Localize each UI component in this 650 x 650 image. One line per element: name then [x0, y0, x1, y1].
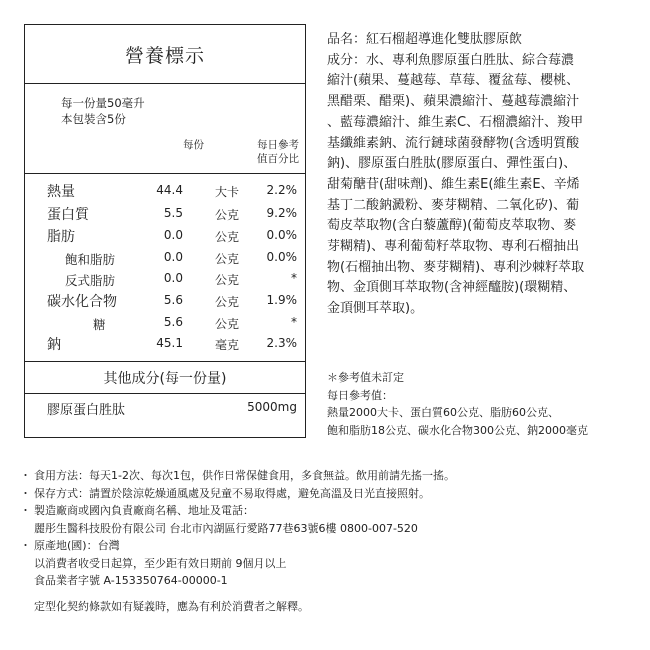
storage-text: 保存方式：請置於陰涼乾燥通風處及兒童不易取得處，避免高溫及日光直接照射。 — [34, 486, 430, 500]
divider — [25, 173, 305, 174]
origin-note — [20, 537, 635, 555]
ingredients-line: 縮汁(蘋果、蔓越莓、草莓、覆盆莓、櫻桃、 — [327, 73, 580, 89]
nutrient-row — [25, 315, 305, 335]
nutrient-unit: 毫克 — [215, 338, 240, 352]
nutrient-row — [25, 250, 305, 270]
nutrition-facts-panel — [24, 24, 306, 438]
col-per-serving: 每份 — [183, 139, 204, 151]
origin-text: 原產地(國)：台灣 — [34, 539, 120, 552]
nutrient-pct: 1.9% — [266, 293, 297, 307]
nutrient-label: 飽和脂肪 — [65, 252, 116, 267]
bullet: ・ — [20, 539, 31, 552]
nutrient-unit: 公克 — [215, 252, 240, 266]
serving-size: 每一份量50毫升 — [61, 96, 145, 110]
col-dv-line2: 值百分比 — [257, 153, 299, 165]
reference-label: 每日參考值： — [327, 388, 393, 402]
usage-text: 食用方法：每天1-2次、每次1包，供作日常保健食用，多食無益。飲用前請先搖一搖。 — [34, 469, 455, 482]
bullet: ・ — [20, 486, 31, 500]
storage-note — [20, 485, 635, 503]
serving-info — [61, 95, 145, 127]
col-daily-value — [257, 138, 299, 166]
nutrient-amount: 0.0 — [163, 228, 183, 242]
ingredients-line: 物(石榴抽出物、麥芽糊精)、專利沙棘籽萃取 — [327, 259, 585, 275]
nutrient-amount: 5.5 — [163, 206, 183, 220]
bullet: ・ — [20, 469, 31, 482]
nutrient-pct: 9.2% — [266, 206, 297, 220]
ingredients-line: 基纖維素鈉、流行鏈球菌發酵物(含透明質酸 — [327, 135, 580, 151]
ingredients-line: 甜菊醣苷(甜味劑)、維生素E(維生素E、辛烯 — [327, 176, 580, 192]
nutrient-unit: 公克 — [215, 273, 240, 287]
usage-note — [20, 467, 635, 485]
maker-label: 製造廠商或國內負責廠商名稱、地址及電話： — [34, 504, 254, 517]
nutrient-label: 碳水化合物 — [47, 294, 117, 310]
nutrient-unit: 公克 — [215, 230, 240, 244]
reference-line: 熱量2000大卡、蛋白質60公克、脂肪60公克、 — [327, 406, 559, 419]
product-name: 品名：紅石榴超導進化雙肽膠原飲 — [327, 32, 523, 47]
nutrient-amount: 0.0 — [163, 250, 183, 264]
contract-note: 定型化契約條款如有疑義時，應為有利於消費者之解釋。 — [34, 599, 309, 613]
nutrient-amount: 44.4 — [156, 183, 183, 197]
reference-line: 飽和脂肪18公克、碳水化合物300公克、鈉2000毫克 — [327, 423, 588, 437]
product-notes — [20, 467, 635, 615]
other-ingredient-value: 5000mg — [247, 400, 297, 414]
nutrient-row — [25, 206, 305, 226]
ingredients-line: 成分：水、專利魚膠原蛋白胜肽、綜合莓濃 — [327, 52, 575, 68]
nutrient-row — [25, 293, 305, 313]
nutrient-unit: 公克 — [215, 295, 240, 309]
divider — [25, 361, 305, 362]
nutrient-label: 蛋白質 — [47, 207, 89, 223]
nutrient-label: 糖 — [93, 317, 106, 332]
maker-note — [20, 502, 635, 520]
license-note: 食品業者字號 A-153350764-00000-1 — [34, 574, 228, 587]
nutrient-amount: 0.0 — [163, 271, 183, 285]
nutrient-unit: 公克 — [215, 317, 240, 331]
other-ingredient-row — [47, 399, 297, 421]
ingredients-line: 金頂側耳萃取)。 — [327, 301, 424, 317]
divider — [25, 393, 305, 394]
ingredients-line: 物、金頂側耳萃取物(含神經醯胺)(環糊精、 — [327, 280, 577, 296]
nutrient-pct: * — [291, 271, 297, 285]
nutrient-pct: 0.0% — [266, 228, 297, 242]
nutrient-pct: 0.0% — [266, 250, 297, 264]
ingredients-line: 黑醋栗、醋栗)、蘋果濃縮汁、蔓越莓濃縮汁 — [327, 94, 580, 110]
nutrient-unit: 公克 — [215, 208, 240, 222]
nutrition-title: 營養標示 — [25, 25, 305, 84]
nutrient-unit: 大卡 — [215, 185, 240, 199]
other-ingredients-title: 其他成分(每一份量) — [103, 371, 227, 387]
nutrient-row — [25, 183, 305, 203]
daily-reference-values — [327, 369, 627, 439]
expiry-note: 以消費者收受日起算，至少距有效日期前 9個月以上 — [34, 556, 287, 570]
ingredients-line: 基丁二酸鈉澱粉、麥芽糊精、二氧化矽)、葡 — [327, 197, 580, 213]
nutrient-label: 反式脂肪 — [65, 273, 116, 288]
ingredients-line: 、藍莓濃縮汁、維生素C、石榴濃縮汁、羧甲 — [327, 114, 584, 130]
nutrient-pct: 2.3% — [266, 336, 297, 350]
ingredients-line: 鈉)、膠原蛋白胜肽(膠原蛋白、彈性蛋白)、 — [327, 156, 577, 172]
nutrient-pct: 2.2% — [266, 183, 297, 197]
col-dv-line1: 每日參考 — [257, 139, 299, 151]
nutrient-row — [25, 271, 305, 291]
servings-per-pack: 本包裝含5份 — [61, 112, 126, 126]
nutrient-label: 鈉 — [47, 337, 61, 353]
nutrient-amount: 45.1 — [156, 336, 183, 350]
reference-note: ＊參考值未訂定 — [327, 371, 404, 384]
ingredients-line: 萄皮萃取物(含白藜蘆醇)(葡萄皮萃取物、麥 — [327, 218, 577, 234]
nutrient-pct: * — [291, 315, 297, 329]
other-ingredient-name: 膠原蛋白胜肽 — [47, 403, 126, 418]
nutrient-row — [25, 228, 305, 248]
nutrient-amount: 5.6 — [163, 315, 183, 329]
nutrient-amount: 5.6 — [163, 293, 183, 307]
nutrient-row — [25, 336, 305, 356]
bullet: ・ — [20, 504, 31, 517]
nutrient-label: 脂肪 — [47, 229, 75, 245]
maker-detail: 麗彤生醫科技股份有限公司 台北市內湖區行愛路77巷63號6樓 0800-007-520 — [34, 521, 418, 535]
product-info — [327, 30, 627, 320]
nutrient-label: 熱量 — [47, 184, 75, 200]
ingredients-line: 芽糊精)、專利葡萄籽萃取物、專利石榴抽出 — [327, 239, 580, 255]
